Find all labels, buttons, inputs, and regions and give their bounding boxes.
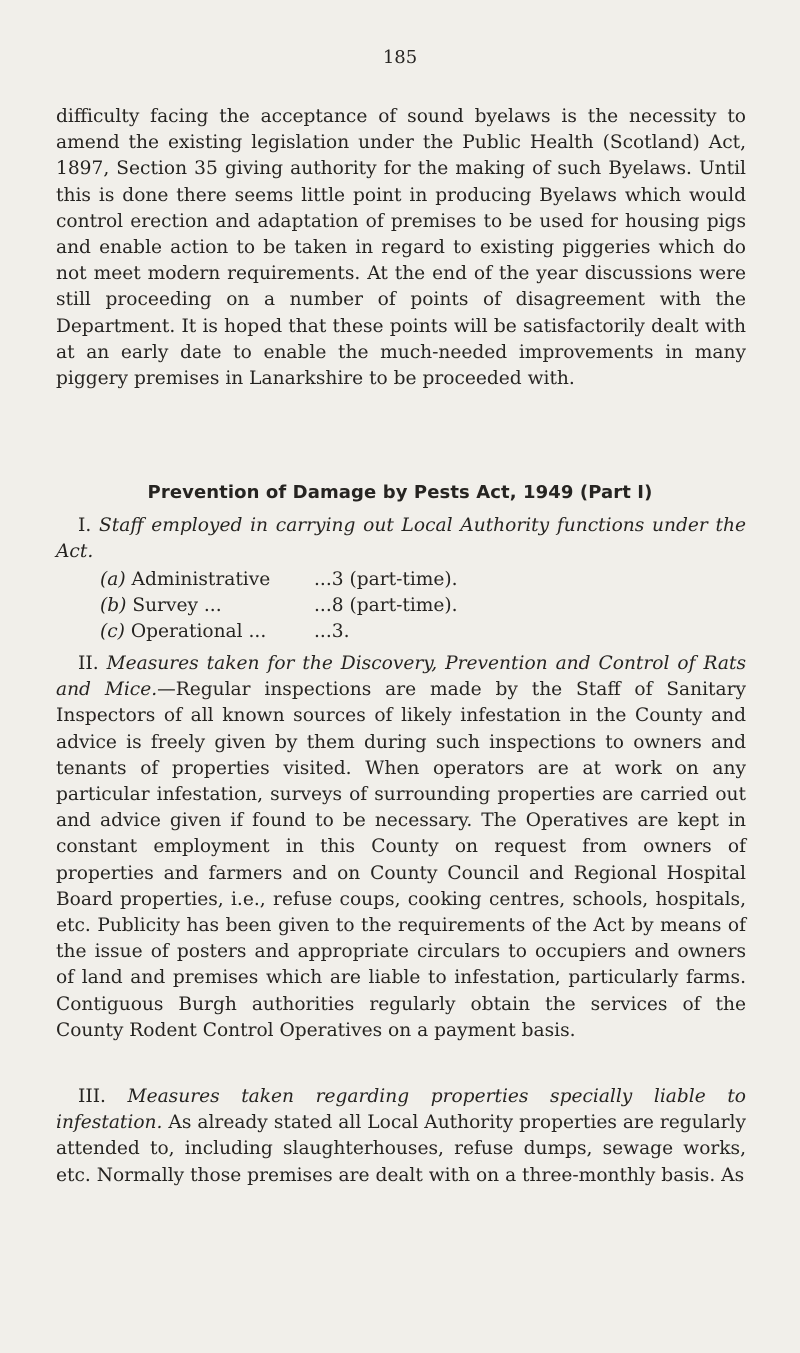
staff-letter: (c)	[100, 621, 125, 643]
section-heading: Prevention of Damage by Pests Act, 1949 (Part I)	[147, 482, 653, 503]
staff-value: 8 (part-time).	[331, 595, 458, 617]
item-2-measures-rats-mice	[56, 651, 746, 1044]
staff-value: 3.	[331, 621, 350, 643]
item-1-numeral: I.	[78, 515, 92, 536]
item-3-text: As already stated all Local Authority properties are regularly attended to, including slaughterhouses, refuse dumps, sewage works, etc. Normally those premises are dealt with on a three-monthly basis. As	[56, 1112, 746, 1186]
staff-row-administrative	[100, 567, 458, 593]
item-3-properties-liable	[56, 1084, 746, 1189]
staff-label: Administrative	[131, 569, 271, 590]
staff-letter: (a)	[100, 569, 126, 590]
staff-letter: (b)	[100, 595, 127, 617]
staff-label: Operational ...	[130, 621, 267, 643]
item-3-title: Measures taken regarding properties specially liable to infestation.	[56, 1086, 746, 1134]
staff-value: 3 (part-time).	[331, 569, 458, 590]
staff-row-survey	[100, 593, 458, 619]
staff-dots: ...	[314, 621, 332, 643]
paragraph-piggeries: difficulty facing the acceptance of sound byelaws is the necessity to amend the existing legislation under the Public Health (Scotland) Act, 1897, Section 35 giving authority for the making of such Byelaws. Until this is done there seems little point in producing Byelaws which would control erection and adaptation of premises to be used for housing pigs and enable action to be taken in regard to existing piggeries which do not meet modern requirements. At the end of the year discussions were still proceeding on a number of points of disagreement with the Department. It is hoped that these points will be satisfactorily dealt with at an early date to enable the much-needed improvements in many piggery premises in Lanarkshire to be proceeded with.	[56, 106, 746, 390]
item-1-staff-heading	[56, 513, 746, 565]
staff-dots: ...	[314, 569, 332, 590]
staff-label: Survey ...	[132, 595, 222, 617]
staff-dots: ...	[314, 595, 332, 617]
item-2-text: —Regular inspections are made by the Staff of Sanitary Inspectors of all known sources of likely infestation in the County and advice is freely given by them during such inspections to owners and tenants of properties visited. When operators are at work on any particular infestation, surveys of surrounding properties are carried out and advice given if found to be necessary. The Operatives are kept in constant employment in this County on request from owners of properties and farmers and on County Council and Regional Hospital Board properties, i.e., refuse coups, cooking centres, schools, hospitals, etc. Publicity has been given to the requirements of the Act by means of the issue of posters and appropriate circulars to occupiers and owners of land and premises which are liable to infestation, particularly farms. Contiguous Burgh authorities regularly obtain the services of the County Rodent Control Operatives on a payment basis.	[56, 679, 747, 1041]
item-1-title: Staff employed in carrying out Local Authority functions under the Act.	[56, 515, 746, 563]
item-2-title: Measures taken for the Discovery, Prevention and Control of Rats and Mice.	[56, 653, 746, 701]
page-number: 185	[382, 47, 418, 68]
item-2-numeral: II.	[78, 653, 99, 674]
item-3-numeral: III.	[78, 1086, 106, 1107]
staff-row-operational	[100, 619, 458, 645]
staff-list	[100, 567, 458, 646]
